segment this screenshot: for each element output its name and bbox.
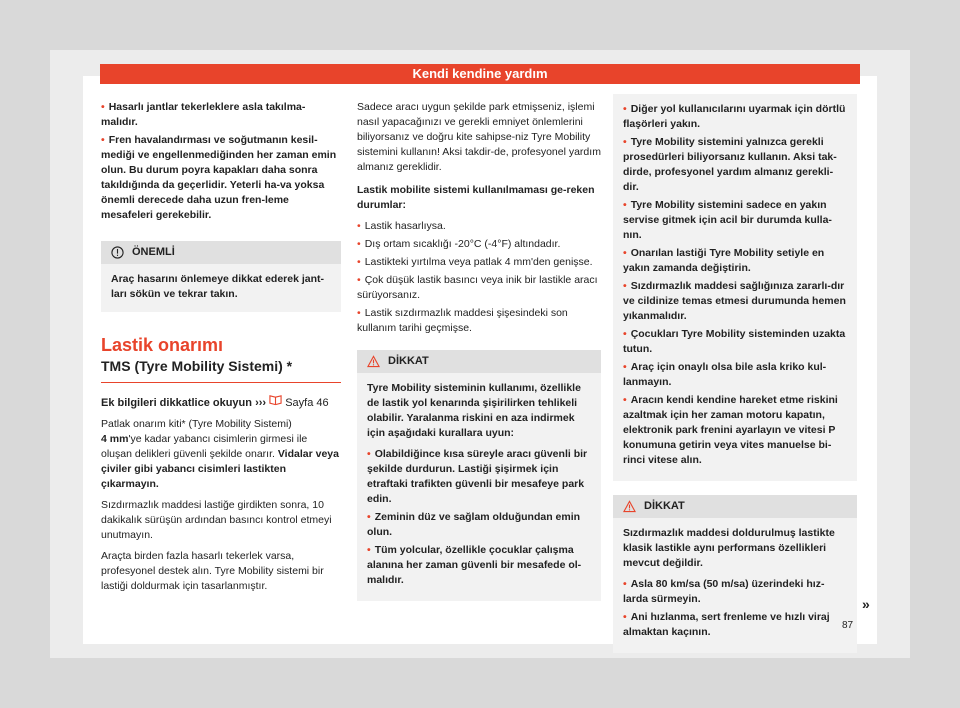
bullet-icon: •	[367, 511, 371, 523]
list-item: • Ani hızlanma, sert frenleme ve hızlı viraj almaktan kaçının.	[623, 611, 830, 638]
page-header: Kendi kendine yardım	[100, 64, 860, 84]
list-item: • Fren havalandırması ve soğutmanın kesil-mediği ve engellenmediğinden her zaman emin olun. Bu durum poyra kapakları daha sonra takıldığında da geçerlidir. Yeterli ha-va yoksa önemli derecede daha uzun fren-leme mesafeleri gerekebilir.	[101, 134, 337, 221]
subsection-title: TMS (Tyre Mobility Sistemi) *	[101, 359, 341, 383]
bullet-icon: •	[623, 328, 627, 340]
bullet-icon: •	[623, 280, 627, 292]
list-item: • Zeminin düz ve sağlam olduğundan emin olun.	[367, 511, 581, 538]
list-item: • Sızdırmazlık maddesi sağlığınıza zararlı-dır ve cildinize temas etmesi durumunda hemen yıkanmalıdır.	[623, 280, 846, 322]
warning-continued-body	[613, 94, 857, 481]
bullet-icon: •	[357, 274, 361, 286]
bullet-icon: •	[101, 134, 105, 146]
continued-arrow: »	[862, 596, 870, 612]
page-reference-link[interactable]: Sayfa 46	[285, 397, 329, 409]
bullet-icon: •	[623, 136, 627, 148]
list-item: • Lastik hasarlıysa.	[357, 220, 446, 232]
warning-header	[613, 499, 857, 518]
list-item: • Diğer yol kullanıcılarını uyarmak için dörtlü flaşörleri yakın.	[623, 103, 846, 130]
list-item: • Lastikteki yırtılma veya patlak 4 mm'den genişse.	[357, 256, 593, 268]
bullet-icon: •	[101, 101, 105, 113]
list-item: • Tüm yolcular, özellikle çocuklar çalışma alanına her zaman güvenli bir mesafede ol-malıdır.	[367, 544, 582, 586]
list-item: • Tyre Mobility sistemini yalnızca gerekli prosedürleri biliyorsanız kullanın. Aksi tak-dirde, profesyonel yardım almanız gerekli-dir.	[623, 136, 837, 193]
warning-box	[613, 495, 857, 653]
bullet-icon: •	[623, 361, 627, 373]
bullet-icon: •	[623, 611, 627, 623]
bullet-icon: •	[357, 238, 361, 250]
warning-header	[357, 354, 601, 373]
book-icon	[269, 393, 282, 406]
list-item: • Tyre Mobility sistemini sadece en yakın servise gitmek için acil bir durumda kulla-nın.	[623, 199, 832, 241]
column-3	[613, 100, 857, 661]
list-item: • Dış ortam sıcaklığı -20°C (-4°F) altındadır.	[357, 238, 561, 250]
list-item: • Çok düşük lastik basıncı veya inik bir lastikle aracı sürüyorsanız.	[357, 274, 598, 301]
list-heading: Lastik mobilite sistemi kullanılmaması ge-reken durumlar:	[357, 184, 595, 211]
bullet-icon: •	[623, 103, 627, 115]
warning-title: DİKKAT	[388, 355, 429, 367]
notice-title: ÖNEMLİ	[132, 246, 175, 258]
page-number: 87	[842, 620, 854, 631]
list-item: • Hasarlı jantlar tekerleklere asla takılma-malıdır.	[101, 101, 306, 128]
paragraph: Sızdırmazlık maddesi lastiğe girdikten sonra, 10 dakikalık sürüşün ardından basıncı kontrol etmeyi unutmayın.	[101, 499, 332, 541]
warning-body: Sızdırmazlık maddesi doldurulmuş lastikte klasik lastikle aynı performans özellikleri mevcut değildir. • Asla 80 km/sa (50 m/sa) üzerindeki hız-larda sürmeyin. • Ani hızlanma, sert frenleme ve hızlı viraj almaktan kaçının.	[613, 518, 857, 653]
intro-reference: Ek bilgileri dikkatlice okuyun ››› Sayfa 46	[101, 393, 341, 411]
paragraph: Sadece aracı uygun şekilde park etmişseniz, işlemi nasıl yapacağınızı ve gerekli emniyet önlemlerini biliyorsanız ve doğru kite sahipse-niz Tyre Mobility sistemini kullanın! Aksi takdir-de, profesyonel yardım almanız gereklidir.	[357, 101, 601, 173]
notice-body: Araç hasarını önlemeye dikkat ederek jant-ları sökün ve tekrar takın.	[111, 273, 325, 300]
column-1	[101, 100, 341, 600]
bullet-icon: •	[357, 307, 361, 319]
column-2	[357, 100, 601, 609]
warning-title: DİKKAT	[644, 500, 685, 512]
list-item: • Olabildiğince kısa süreyle aracı güvenli bir şekilde durdurun. Lastiği şişirmek için etraftaki trafikten güvenli bir mesafeye park edin.	[367, 448, 588, 505]
bullet-icon: •	[623, 578, 627, 590]
warning-body: Tyre Mobility sisteminin kullanımı, özellikle de lastik yol kenarında şişirilirken tehlikeli olabilir. Yaralanma riskini en aza indirmek için aşağıdaki kurallara uyun: • Olabildiğince kısa süreyle aracı güvenli bir şekilde durdurun. Lastiği şişirmek için etraftaki trafikten güvenli bir mesafeye park edin. • Zeminin düz ve sağlam olduğundan emin olun. • Tüm yolcular, özellikle çocuklar çalışma alanına her zaman güvenli bir mesafede ol-malıdır.	[357, 373, 601, 601]
notice-header	[101, 245, 341, 264]
info-circle-icon	[111, 246, 124, 259]
bullet-icon: •	[623, 394, 627, 406]
warning-triangle-icon	[623, 500, 636, 513]
bullet-icon: •	[623, 247, 627, 259]
warning-triangle-icon	[367, 355, 380, 368]
section-title: Lastik onarımı	[101, 335, 224, 355]
list-item: • Asla 80 km/sa (50 m/sa) üzerindeki hız-larda sürmeyin.	[623, 578, 825, 605]
warning-continued-box	[613, 94, 857, 481]
warning-box	[357, 350, 601, 601]
bullet-icon: •	[367, 544, 371, 556]
bullet-icon: •	[357, 256, 361, 268]
bullet-icon: •	[357, 220, 361, 232]
bullet-icon: •	[367, 448, 371, 460]
paragraph: Patlak onarım kiti* (Tyre Mobility Sistemi) 4 mm'ye kadar yabancı cisimlerin girmesi ile oluşan delikleri güvenli şekilde onarır. Vidalar veya çiviler gibi yabancı cisimleri lastikten çıkarmayın.	[101, 418, 339, 490]
bullet-icon: •	[623, 199, 627, 211]
list-item: • Lastik sızdırmazlık maddesi şişesindeki son kullanım tarihi geçmişse.	[357, 307, 568, 334]
list-item: • Çocukları Tyre Mobility sisteminden uzakta tutun.	[623, 328, 846, 355]
list-item: • Araç için onaylı olsa bile asla kriko kul-lanmayın.	[623, 361, 827, 388]
notice-box	[101, 241, 341, 312]
list-item: • Aracın kendi kendine hareket etme riskini azaltmak için her zaman motoru kapatın, elektronik park frenini ayarlayın ve vitesi P konumuna getirin veya vites manuelse bi-rinci vitese alın.	[623, 394, 838, 466]
paragraph: Araçta birden fazla hasarlı tekerlek varsa, profesyonel destek alın. Tyre Mobility sistemi bir lastiği doldurmak için tasarlanmıştır.	[101, 550, 324, 592]
list-item: • Onarılan lastiği Tyre Mobility setiyle en yakın zamanda değiştirin.	[623, 247, 825, 274]
